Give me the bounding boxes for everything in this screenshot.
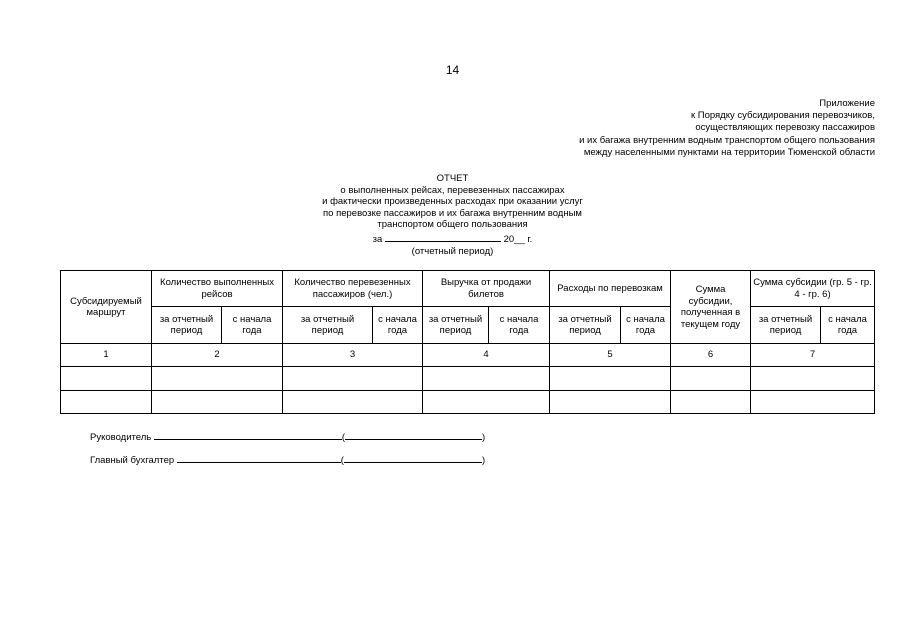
subheader-period: за отчетный период bbox=[751, 307, 821, 344]
report-title-line: о выполненных рейсах, перевезенных пассажирах bbox=[340, 184, 565, 196]
close-paren: ) bbox=[481, 455, 486, 466]
header-subsidy-received: Сумма субсидии, полученная в текущем году bbox=[671, 271, 751, 344]
table-cell[interactable] bbox=[550, 367, 671, 391]
open-paren: ( bbox=[341, 432, 346, 443]
column-number: 7 bbox=[751, 344, 875, 367]
page-number: 14 bbox=[445, 63, 460, 77]
signature-accountant-label: Главный бухгалтер bbox=[90, 455, 175, 466]
period-blank[interactable] bbox=[385, 231, 501, 242]
appendix-note bbox=[579, 98, 875, 159]
report-title-line: и фактически произведенных расходах при оказании услуг bbox=[322, 196, 583, 208]
appendix-line: осуществляющих перевозку пассажиров bbox=[695, 122, 875, 134]
report-title-block bbox=[0, 173, 905, 257]
signature-accountant-line[interactable] bbox=[177, 452, 341, 463]
signature-head bbox=[90, 429, 485, 443]
table-cell[interactable] bbox=[671, 391, 751, 414]
column-number: 2 bbox=[152, 344, 283, 367]
column-number: 3 bbox=[283, 344, 423, 367]
signature-head-label: Руководитель bbox=[90, 432, 152, 443]
close-paren: ) bbox=[482, 432, 486, 443]
subheader-ytd: с начала года bbox=[222, 307, 283, 344]
subheader-ytd: с начала года bbox=[821, 307, 875, 344]
appendix-line: и их багажа внутренним водным транспортом общего пользования bbox=[579, 134, 875, 146]
period-prefix: за bbox=[372, 233, 383, 245]
column-number: 6 bbox=[671, 344, 751, 367]
table-cell[interactable] bbox=[751, 367, 875, 391]
table-cell[interactable] bbox=[61, 391, 152, 414]
table-cell[interactable] bbox=[152, 367, 283, 391]
report-title-line: транспортом общего пользования bbox=[377, 219, 528, 231]
signature-accountant bbox=[90, 452, 485, 466]
signature-accountant-name-line[interactable] bbox=[344, 452, 482, 463]
table-cell[interactable] bbox=[283, 391, 423, 414]
subheader-period: за отчетный период bbox=[152, 307, 222, 344]
table-cell[interactable] bbox=[423, 391, 550, 414]
report-table bbox=[60, 270, 875, 414]
period-caption: (отчетный период) bbox=[411, 245, 494, 257]
period-line bbox=[0, 231, 905, 246]
subheader-period: за отчетный период bbox=[550, 307, 621, 344]
subheader-ytd: с начала года bbox=[373, 307, 423, 344]
table-row bbox=[61, 391, 875, 414]
header-subsidy-sum: Сумма субсидии (гр. 5 - гр. 4 - гр. 6) bbox=[751, 271, 875, 307]
table-cell[interactable] bbox=[152, 391, 283, 414]
subheader-ytd: с начала года bbox=[489, 307, 550, 344]
table-cell[interactable] bbox=[550, 391, 671, 414]
column-number-row bbox=[61, 344, 875, 367]
appendix-line: между населенными пунктами на территории Тюменской области bbox=[583, 146, 875, 158]
header-revenue: Выручка от продажи билетов bbox=[423, 271, 550, 307]
signature-head-name-line[interactable] bbox=[345, 429, 482, 440]
header-trips: Количество выполненных рейсов bbox=[152, 271, 283, 307]
header-route: Субсидируемый маршрут bbox=[61, 271, 152, 344]
table-cell[interactable] bbox=[61, 367, 152, 391]
column-number: 4 bbox=[423, 344, 550, 367]
report-title-line: по перевозке пассажиров и их багажа внутренним водным bbox=[323, 207, 582, 219]
table-cell[interactable] bbox=[671, 367, 751, 391]
table-cell[interactable] bbox=[751, 391, 875, 414]
table-row bbox=[61, 367, 875, 391]
report-heading: ОТЧЕТ bbox=[436, 173, 469, 184]
subheader-period: за отчетный период bbox=[283, 307, 373, 344]
appendix-line: Приложение bbox=[819, 98, 875, 109]
column-number: 5 bbox=[550, 344, 671, 367]
open-paren: ( bbox=[340, 455, 344, 466]
period-year: 20__ г. bbox=[503, 233, 533, 245]
table-cell[interactable] bbox=[283, 367, 423, 391]
subheader-ytd: с начала года bbox=[621, 307, 671, 344]
header-expenses: Расходы по перевозкам bbox=[550, 271, 671, 307]
subheader-period: за отчетный период bbox=[423, 307, 489, 344]
header-passengers: Количество перевезенных пассажиров (чел.) bbox=[283, 271, 423, 307]
appendix-line: к Порядку субсидирования перевозчиков, bbox=[690, 110, 875, 122]
table-cell[interactable] bbox=[423, 367, 550, 391]
column-number: 1 bbox=[61, 344, 152, 367]
signature-head-line[interactable] bbox=[154, 429, 342, 440]
